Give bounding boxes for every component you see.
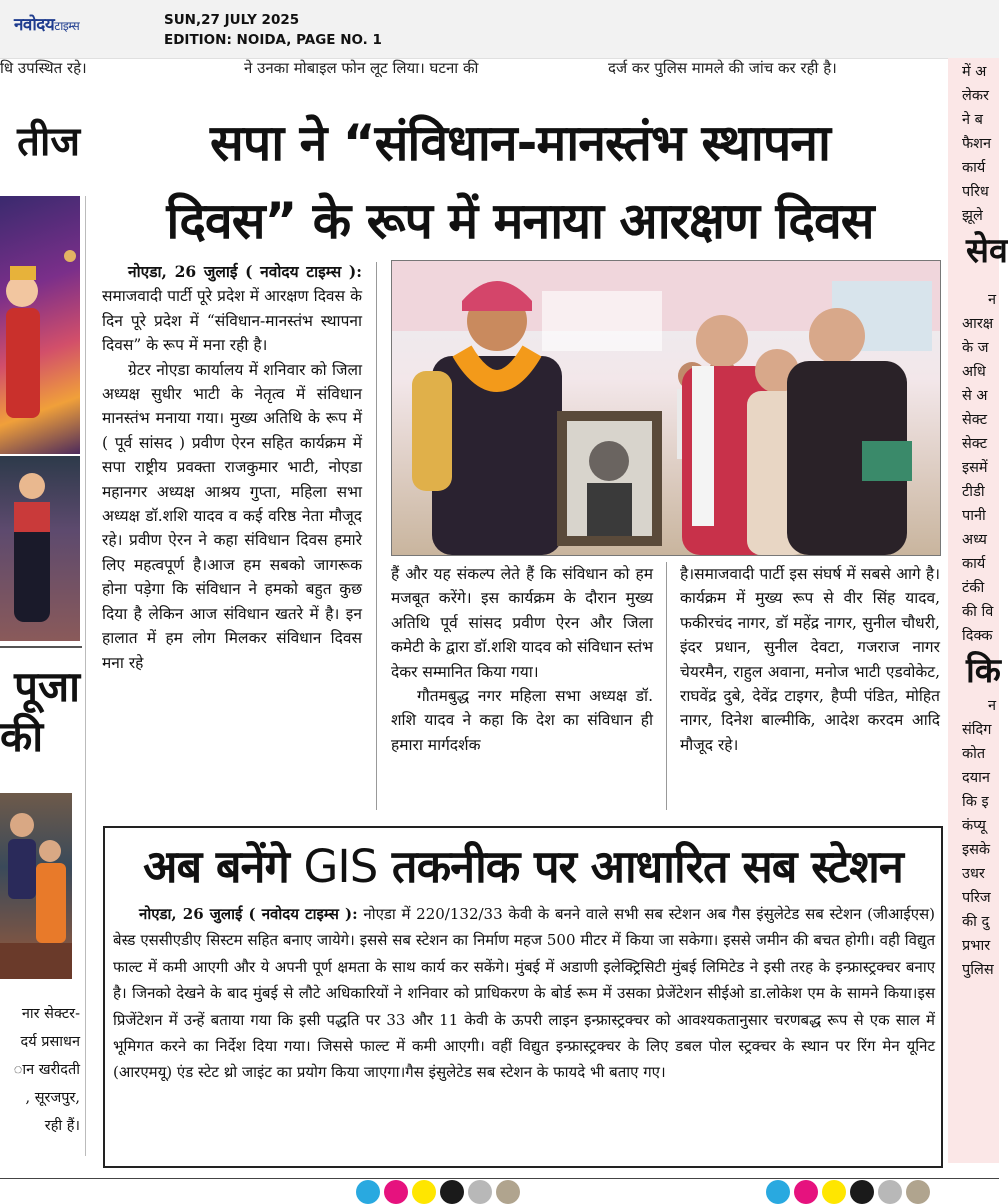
right-line: सेक्ट xyxy=(962,436,988,452)
right-line: टीडी xyxy=(962,484,985,500)
right-line: आरक्ष xyxy=(962,316,994,332)
left-performer-photo xyxy=(0,456,80,641)
registration-dot xyxy=(412,1180,436,1204)
right-line: सेक्ट xyxy=(962,412,988,428)
right-line: अधि xyxy=(962,364,986,380)
right-line: कोत xyxy=(962,746,986,762)
market-illustration xyxy=(0,793,72,979)
article-1-dateline: नोएडा, 26 जुलाई ( नवोदय टाइम्स ): xyxy=(128,262,362,281)
left-strip-heading: तीज xyxy=(17,119,80,165)
article-1-column-3 xyxy=(680,562,940,812)
right-line: कि इ xyxy=(962,794,989,810)
right-line: परिध xyxy=(962,184,989,200)
left-column-rule xyxy=(85,196,86,1156)
article-1-para-1: समाजवादी पार्टी पूरे प्रदेश में आरक्षण दिवस के दिन पूरे प्रदेश में “संविधान-मानस्तंभ स्थापना दिवस” के रूप में मना रही है। xyxy=(102,287,362,355)
registration-dot xyxy=(384,1180,408,1204)
registration-dot xyxy=(850,1180,874,1204)
article-1-photo xyxy=(391,260,941,556)
stage-performer-illustration xyxy=(0,196,80,454)
registration-dot xyxy=(766,1180,790,1204)
left-caption xyxy=(0,1000,80,1140)
ceremony-photo-illustration xyxy=(392,261,940,555)
right-line: इसमें xyxy=(962,460,988,476)
left-caption-line: ान खरीदती xyxy=(13,1062,80,1078)
registration-dot xyxy=(906,1180,930,1204)
left-caption-line: नार सेक्टर- xyxy=(21,1006,80,1022)
left-caption-line: दर्य प्रसाधन xyxy=(20,1034,80,1050)
article-2-headline-post: तकनीक पर आधारित सब स्टेशन xyxy=(377,840,903,893)
right-line: की वि xyxy=(962,604,994,620)
article-1-para-3: हैं और यह संकल्प लेते हैं कि संविधान को हम मजबूत करेंगे। इस कार्यक्रम के दौरान मुख्य अतिथि पूर्व सांसद प्रवीण ऐरन और जिला कमेटी के द्वारा डॉ.शशि यादव को संविधान स्तंभ देकर सम्मानित किया गया। xyxy=(391,565,653,681)
right-line: प्रभार xyxy=(962,938,991,954)
right-line: न xyxy=(988,292,997,308)
article-2-headline-pre: अब बनेंगे xyxy=(143,840,304,893)
right-line: संदिग xyxy=(962,722,992,738)
left-heading-2-line2: की xyxy=(0,712,44,761)
right-line: फैशन xyxy=(962,136,992,152)
article-1-para-4: गौतमबुद्ध नगर महिला सभा अध्यक्ष डॉ. शशि यादव ने कहा कि देश का संविधान ही हमारा मार्गदर्शक xyxy=(391,687,653,754)
column-rule xyxy=(376,262,377,810)
logo-text: नवोदय xyxy=(14,15,55,35)
right-line: इसके xyxy=(962,842,991,858)
masthead xyxy=(0,0,999,59)
edition-page: EDITION: NOIDA, PAGE NO. 1 xyxy=(164,32,382,48)
right-line: कार्य xyxy=(962,556,986,572)
left-stage-photo xyxy=(0,196,80,454)
article-1-column-2 xyxy=(391,562,653,812)
registration-dot xyxy=(878,1180,902,1204)
performer-illustration xyxy=(0,456,80,641)
right-line: ने ब xyxy=(962,112,983,128)
right-heading-a: सेव xyxy=(966,231,1008,271)
left-heading-2-line1: पूजा xyxy=(14,662,80,711)
column-rule xyxy=(666,562,667,810)
right-line: न xyxy=(988,698,997,714)
left-strip-heading-2 xyxy=(0,662,80,762)
right-line: उधर xyxy=(962,866,985,882)
registration-dot xyxy=(822,1180,846,1204)
registration-dot xyxy=(468,1180,492,1204)
article-2-body xyxy=(113,901,935,1086)
right-line: पुलिस xyxy=(962,962,994,978)
headline-line-2: दिवस” के रूप में मनाया आरक्षण दिवस xyxy=(166,192,874,250)
registration-dot xyxy=(496,1180,520,1204)
left-caption-line: रही हैं। xyxy=(44,1118,80,1134)
top-strip-left: धि उपस्थित रहे। xyxy=(0,59,87,77)
right-line: से अ xyxy=(962,388,988,404)
right-line: झूले xyxy=(962,208,983,224)
left-divider xyxy=(0,646,82,648)
article-1-para-2: ग्रेटर नोएडा कार्यालय में शनिवार को जिला अध्यक्ष सुधीर भाटी के नेतृत्व में संविधान मानस्तंभ मनाया गया। मुख्य अतिथि के रूप में ( पूर्व सांसद ) प्रवीण ऐरन सहित कार्यक्रम में सपा राष्ट्रीय प्रवक्ता राजकुमार भाटी, नोएडा महानगर अध्यक्ष आश्रय गुप्ता, महिला सभा अध्यक्ष डॉ.शशि यादव व कई वरिष्ठ नेता मौजूद रहे। प्रवीण ऐरन ने कहा संविधान दिवस हमारे लिए महत्वपूर्ण है।आज हम सबको जागरूक होना पड़ेगा कि संविधान ने हमको बहुत कुछ दिया है लेकिन आज संविधान खतरे में है। इन हालात में हम लोग मिलकर संविधान दिवस मना रहे xyxy=(102,360,362,672)
right-line: अध्य xyxy=(962,532,987,548)
right-line: कार्य xyxy=(962,160,986,176)
article-2-headline-gis: GIS xyxy=(303,840,378,893)
article-1-headline xyxy=(100,104,940,260)
article-2-dateline: नोएडा, 26 जुलाई ( नवोदय टाइम्स ): xyxy=(139,905,358,923)
newspaper-logo xyxy=(14,12,79,35)
top-strip-middle: ने उनका मोबाइल फोन लूट लिया। घटना की xyxy=(244,59,479,77)
left-caption-line: , सूरजपुर, xyxy=(25,1090,80,1106)
registration-dot xyxy=(440,1180,464,1204)
article-2-box xyxy=(103,826,943,1168)
right-strip xyxy=(948,58,1008,1163)
headline-line-1: सपा ने “संविधान-मानस्तंभ स्थापना xyxy=(210,114,830,172)
right-line: टंकी xyxy=(962,580,985,596)
left-market-photo xyxy=(0,793,72,979)
article-2-text: नोएडा में 220/132/33 केवी के बनने वाले सभी सब स्टेशन अब गैस इंसुलेटेड सब स्टेशन (जीआईएस) बेस्ड एससीएडीए सिस्टम सहित बनाए जायेगे। इससे सब स्टेशन का निर्माण महज 500 मीटर में किया जा सकेगा। इससे जमीन की बचत होगी। वही विद्युत फाल्ट में कमी आएगी और ये अपनी पूर्ण क्षमता के साथ कार्य कर सकेंगे। मुंबई में अडाणी इलेक्ट्रिसिटी मुंबई लिमिटेड ने इसी तरह के इन्फ्रास्ट्रक्चर बनाए है। जिनको देखने के बाद मुंबई से लौटे अधिकारियों ने शनिवार को प्राधिकरण के बोर्ड रूम में उसका प्रेजेंटेशन सीईओ डा.लोकेश एम के सामने किया।इस प्रिजेंटेशन में उन्हें बताया गया कि इसी पद्धति पर 33 और 11 केवी के ऊपरी लाइन इन्फ्रास्ट्रक्चर को आवश्यकतानुसार चरणबद्ध रूप से एक साल में भूमिगत करने का निर्देश दिया गया। जिससे फाल्ट में कमी आएगी। वहीं विद्युत इन्फ्रास्ट्रक्चर के लिए डबल पोल स्ट्रक्चर के स्थान पर रिंग मेन यूनिट (आरएमयू) एंड स्टेट थ्रो जाइंट का प्रयोग किया जाएगा।गैस इंसुलेटेड सब स्टेशन के फायदे भी बताए गए। xyxy=(113,905,936,1082)
article-2-headline xyxy=(105,832,941,902)
logo-sub: टाइम्स xyxy=(54,19,80,33)
right-line: पानी xyxy=(962,508,986,524)
right-line: दिक्क xyxy=(962,628,993,644)
right-line: की दु xyxy=(962,914,990,930)
right-heading-b: कि xyxy=(966,651,1001,691)
edition-date: SUN,27 JULY 2025 xyxy=(164,12,300,28)
edition-meta xyxy=(164,10,382,50)
right-line: दयान xyxy=(962,770,990,786)
footer-rule xyxy=(0,1178,999,1179)
article-1-para-5: है।समाजवादी पार्टी इस संघर्ष में सबसे आगे है।कार्यक्रम में मुख्य रूप से वीर सिंह यादव, फकीरचंद नागर, डॉ महेंद्र नागर, सुनील चौधरी, इंदर प्रधान, सुनील देवटा, गजराज नागर चेयरमैन, राहुल अवाना, मनोज भाटी एडवोकेट, राघवेंद्र दुबे, देवेंद्र टाइगर, हैप्पी पंडित, मोहित नागर, दिनेश बाल्मीकि, आदेश करदम आदि मौजूद रहे। xyxy=(680,565,940,754)
right-line: परिज xyxy=(962,890,991,906)
registration-dot xyxy=(794,1180,818,1204)
article-1-column-1 xyxy=(102,260,362,812)
right-line: के ज xyxy=(962,340,989,356)
right-line: कंप्यू xyxy=(962,818,986,834)
registration-dot xyxy=(356,1180,380,1204)
top-strip-right: दर्ज कर पुलिस मामले की जांच कर रही है। xyxy=(608,59,837,77)
right-line: लेकर xyxy=(962,88,989,104)
right-line: में अ xyxy=(962,64,987,80)
